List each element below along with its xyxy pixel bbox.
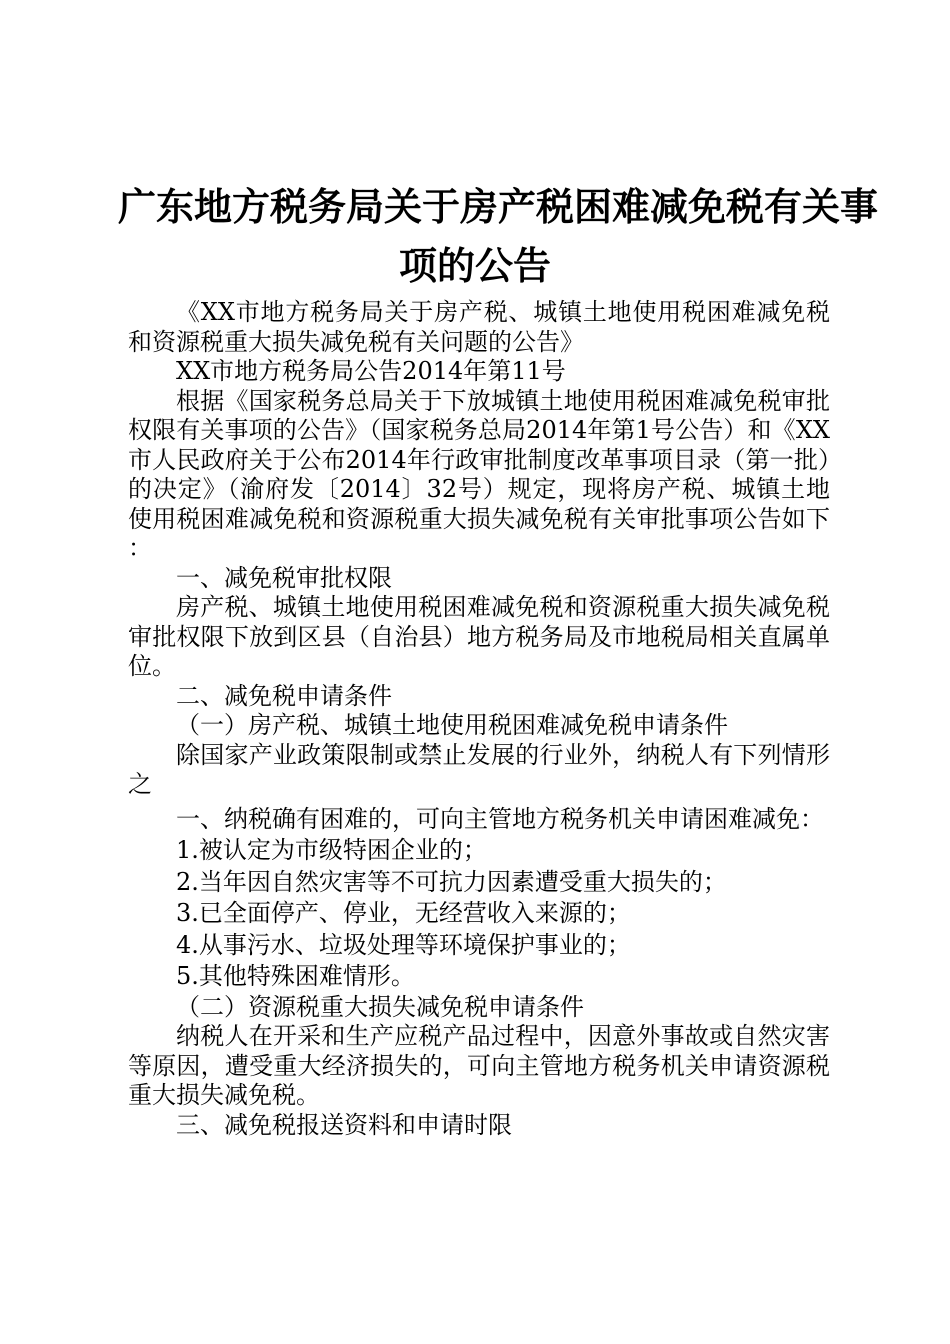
conditions-block [128,804,830,993]
document-body [128,298,830,1140]
section-heading-2: 二、减免税申请条件 [176,681,392,710]
section-1-paragraph: 房产税、城镇土地使用税困难减免税和资源税重大损失减免税审批权限下放到区县（自治县）地方税务局及市地税局相关直属单位。 [128,593,830,680]
announcement-number: XX市地方税务局公告2014年第11号 [176,357,566,385]
list-item: 1.被认定为市级特困企业的； [176,836,487,864]
resource-tax-paragraph: 纳税人在开采和生产应税产品过程中，因意外事故或自然灾害等原因，遭受重大经济损失的，可向主管地方税务机关申请资源税重大损失减免税。 [128,1022,830,1109]
list-item: 4.从事污水、垃圾处理等环境保护事业的； [176,930,631,959]
list-item: 2.当年因自然灾害等不可抗力因素遭受重大损失的； [176,867,727,896]
list-item: 5.其他特殊困难情形。 [176,962,415,990]
document-title-line-2: 项的公告 [398,244,551,288]
basis-paragraph: 根据《国家税务总局关于下放城镇土地使用税困难减免税审批权限有关事项的公告》（国家税务总局2014年第1号公告）和《XX市人民政府关于公布2014年行政审批制度改革事项目录（第一批）的决定》（渝府发〔2014〕32号）规定，现将房产税、城镇土地使用税困难减免税和资源税重大损失减免税有关审批事项公告如下： [128,386,830,562]
section-heading-3: 三、减免税报送资料和申请时限 [176,1110,512,1139]
list-item: 3.已全面停产、停业，无经营收入来源的； [176,899,631,927]
document-title-line-1: 广东地方税务局关于房产税困难减免税有关事 [118,185,879,229]
section-heading-1: 一、减免税审批权限 [176,563,392,592]
conditions-paragraph-continued: 一、纳税确有困难的，可向主管地方税务机关申请困难减免： [176,804,824,833]
announcement-name: 《XX市地方税务局关于房产税、城镇土地使用税困难减免税和资源税重大损失减免税有关问题的公告》 [128,298,830,356]
subsection-heading-2: （二）资源税重大损失减免税申请条件 [176,992,584,1021]
subsection-heading-1: （一）房产税、城镇土地使用税困难减免税申请条件 [176,711,728,739]
conditions-paragraph: 除国家产业政策限制或禁止发展的行业外，纳税人有下列情形之 [128,740,830,798]
